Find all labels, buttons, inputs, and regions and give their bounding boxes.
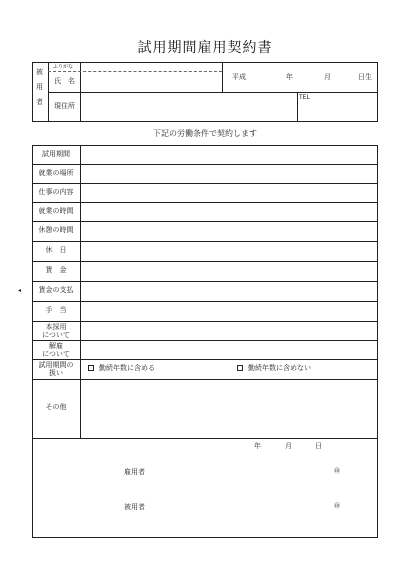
side-char-2: 用: [36, 83, 43, 91]
table-row-line: [32, 301, 378, 302]
condition-label: 就業の場所: [38, 169, 74, 177]
condition-value-cell[interactable]: [81, 301, 378, 320]
table-row-line: [32, 359, 378, 360]
exclude-label: 勤続年数に含めない: [248, 364, 311, 372]
condition-label: 賃 金: [45, 266, 67, 274]
multiline-label-line: 扱い: [49, 369, 63, 377]
table-row-line: [32, 164, 378, 165]
table-row-line: [32, 321, 378, 322]
table-row-line: [32, 202, 378, 203]
sign-day: 日: [315, 442, 322, 450]
include-checkbox[interactable]: [88, 365, 94, 371]
multiline-label: [32, 323, 80, 339]
tel-divider: [297, 92, 298, 122]
multiline-label-line: 解雇: [49, 342, 63, 350]
address-label: 現住所: [54, 102, 75, 110]
side-char-1: 被: [36, 68, 43, 76]
table-row-line: [32, 340, 378, 341]
sign-month: 月: [285, 442, 292, 450]
condition-value-cell[interactable]: [81, 281, 378, 300]
exclude-checkbox[interactable]: [237, 365, 243, 371]
table-row-line: [32, 379, 378, 380]
employer-seal-icon: ㊞: [334, 468, 341, 475]
multiline-label: [32, 361, 80, 377]
condition-value-cell[interactable]: [81, 145, 378, 164]
condition-value-cell[interactable]: [81, 241, 378, 260]
other-label: その他: [45, 403, 67, 411]
birth-era: 平成: [232, 73, 246, 81]
name-row-line: [48, 92, 378, 93]
table-row-line: [32, 438, 378, 439]
employee-label: 被用者: [124, 503, 145, 511]
document-title: 試用期間雇用契約書: [137, 40, 273, 56]
birth-month: 月: [324, 73, 331, 81]
condition-value-cell[interactable]: [81, 183, 378, 202]
subtitle: 下記の労働条件で契約します: [153, 129, 257, 138]
table-row-line: [32, 281, 378, 282]
condition-label: 試用期間: [42, 150, 70, 158]
margin-marker: ◂: [18, 287, 22, 294]
table-row-line: [32, 241, 378, 242]
condition-label: 就業の時間: [38, 207, 74, 215]
furigana-dash-line: [48, 71, 222, 72]
condition-value-cell[interactable]: [81, 221, 378, 240]
condition-label: 手 当: [45, 306, 67, 314]
multiline-label-line: 本採用: [45, 323, 67, 331]
condition-label: 休憩の時間: [38, 226, 74, 234]
multiline-label-line: について: [42, 350, 70, 358]
employee-seal-icon: ㊞: [334, 503, 341, 510]
name-label: 氏 名: [54, 77, 75, 85]
condition-value-cell[interactable]: [81, 164, 378, 183]
tel-label: TEL: [299, 94, 310, 101]
multiline-label: [32, 342, 80, 358]
multiline-label-line: について: [42, 331, 70, 339]
condition-label: 仕事の内容: [38, 188, 74, 196]
side-char-3: 者: [36, 98, 43, 106]
furigana-label: ふりがな: [53, 64, 74, 70]
sign-year: 年: [254, 442, 261, 450]
birth-year: 年: [286, 73, 293, 81]
table-row-line: [32, 221, 378, 222]
table-row-line: [32, 261, 378, 262]
condition-value-cell[interactable]: [81, 261, 378, 280]
birth-divider: [222, 62, 223, 92]
table-row-line: [32, 183, 378, 184]
multiline-label-line: 試用期間の: [38, 361, 74, 369]
condition-label: 賃金の支払: [38, 286, 74, 294]
condition-label: 休 日: [45, 246, 67, 254]
employer-label: 雇用者: [124, 468, 145, 476]
include-label: 勤続年数に含める: [99, 364, 155, 372]
condition-value-cell[interactable]: [81, 202, 378, 221]
birth-day: 日生: [358, 73, 372, 81]
